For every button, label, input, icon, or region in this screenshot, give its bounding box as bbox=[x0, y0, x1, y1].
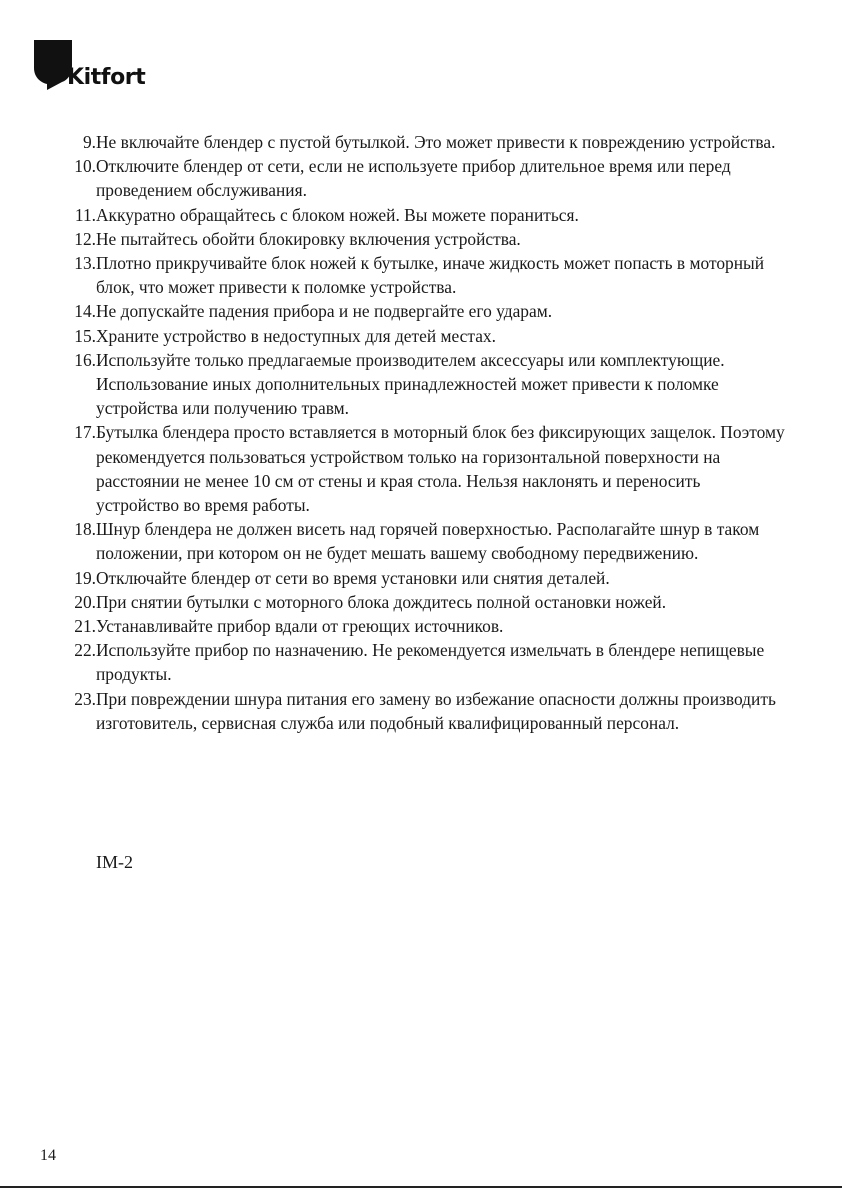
item-text: Отключите блендер от сети, если не используете прибор длительное время или перед проведением обслуживания. bbox=[96, 156, 731, 201]
item-text: Устанавливайте прибор вдали от греющих источников. bbox=[96, 616, 504, 637]
item-number: 14. bbox=[74, 301, 96, 322]
item-text: Не допускайте падения прибора и не подвергайте его ударам. bbox=[96, 301, 553, 322]
item-number: 16. bbox=[74, 349, 96, 370]
item-text: При повреждении шнура питания его замену во избежание опасности должны производить изготовитель, сервисная служба или подобный квалифицированный персонал. bbox=[96, 688, 776, 733]
item-text: Плотно прикручивайте блок ножей к бутылке, иначе жидкость может попасть в моторный блок, что может привести к поломке устройства. bbox=[96, 253, 765, 298]
item-number: 10. bbox=[74, 156, 96, 177]
item-number: 18. bbox=[74, 519, 96, 540]
list-item bbox=[64, 566, 786, 590]
item-number: 13. bbox=[74, 253, 96, 274]
document-code: IM-2 bbox=[96, 852, 133, 872]
item-text: Используйте прибор по назначению. Не рекомендуется измельчать в блендере непищевые продукты. bbox=[96, 640, 765, 685]
item-number: 22. bbox=[74, 640, 96, 661]
safety-instructions-list bbox=[64, 130, 786, 735]
item-number: 21. bbox=[74, 616, 96, 637]
item-number: 19. bbox=[74, 567, 96, 588]
item-number: 17. bbox=[74, 422, 96, 443]
brand-name: Kitfort bbox=[67, 65, 146, 90]
item-text: Храните устройство в недоступных для детей местах. bbox=[96, 325, 496, 346]
list-item bbox=[64, 590, 786, 614]
item-number: 15. bbox=[74, 325, 96, 346]
item-text: Шнур блендера не должен висеть над горячей поверхностью. Располагайте шнур в таком положении, при котором он не будет мешать вашему свободному передвижению. bbox=[96, 519, 760, 564]
page-number: 14 bbox=[40, 1147, 56, 1164]
item-number: 12. bbox=[74, 228, 96, 249]
item-text: Бутылка блендера просто вставляется в моторный блок без фиксирующих защелок. Поэтому рекомендуется пользоваться устройством только на горизонтальной поверхности на расстоянии не менее 10 см от стены и края стола. Нельзя наклонять и переносить устройство во время работы. bbox=[96, 422, 785, 516]
list-item bbox=[64, 130, 786, 154]
item-number: 23. bbox=[74, 688, 96, 709]
list-item bbox=[64, 638, 786, 686]
list-item bbox=[64, 687, 786, 735]
item-text: Используйте только предлагаемые производителем аксессуары или комплектующие. Использование иных дополнительных принадлежностей может привести к поломке устройства или получению травм. bbox=[96, 349, 725, 419]
item-text: Отключайте блендер от сети во время установки или снятия деталей. bbox=[96, 567, 610, 588]
item-text: Не пытайтесь обойти блокировку включения устройства. bbox=[96, 228, 521, 249]
list-item bbox=[64, 517, 786, 565]
item-text: При снятии бутылки с моторного блока дождитесь полной остановки ножей. bbox=[96, 591, 667, 612]
item-text: Аккуратно обращайтесь с блоком ножей. Вы можете пораниться. bbox=[96, 204, 579, 225]
brand-logo bbox=[34, 40, 174, 96]
item-number: 11. bbox=[74, 204, 96, 225]
list-item bbox=[64, 251, 786, 299]
list-item bbox=[64, 348, 786, 421]
list-item bbox=[64, 324, 786, 348]
list-item bbox=[64, 420, 786, 517]
list-item bbox=[64, 299, 786, 323]
list-item bbox=[64, 203, 786, 227]
list-item bbox=[64, 154, 786, 202]
item-number: 9. bbox=[82, 132, 96, 152]
item-number: 20. bbox=[74, 591, 96, 612]
list-item bbox=[64, 614, 786, 638]
item-text: Не включайте блендер с пустой бутылкой. Это может привести к повреждению устройства. bbox=[96, 132, 776, 152]
list-item bbox=[64, 227, 786, 251]
